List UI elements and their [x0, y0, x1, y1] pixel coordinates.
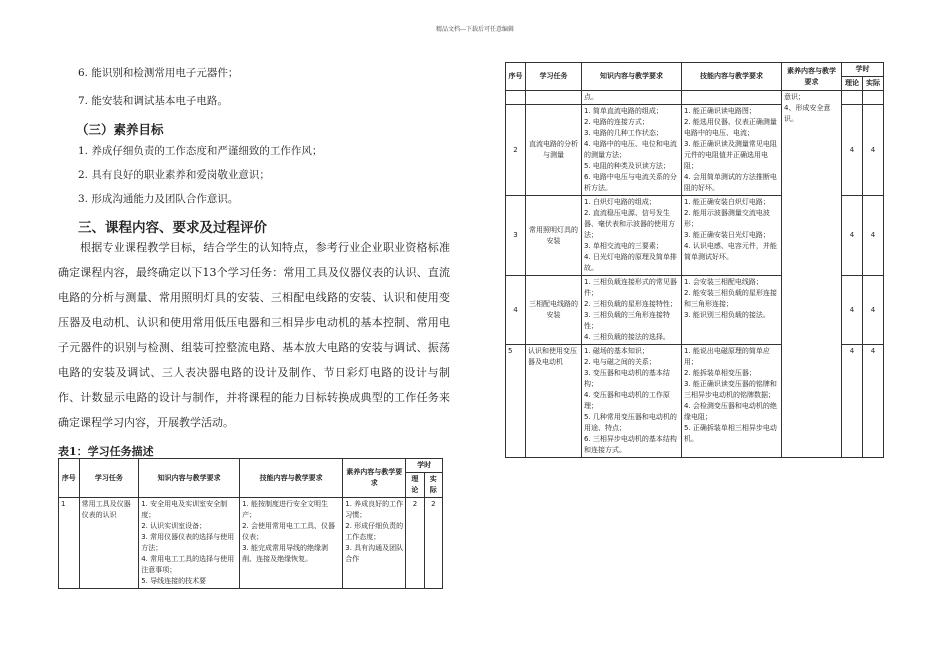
- header-theory: 理论: [406, 473, 424, 498]
- cell-seq: [506, 91, 526, 105]
- cell-seq: 3: [506, 196, 526, 276]
- header-literacy: 素养内容与教学要求: [343, 459, 406, 498]
- header-seq: 序号: [506, 63, 526, 91]
- cell-skill: 1. 能正确识读电路图； 2. 能选用仪器、仪表正确测量电路中的电压、电流； 3. 能正确识读及测量常见电阻元件的电阻值并正确选用电阻； 4. 会用简单测试的方法推断电阻的好坏。: [682, 105, 782, 196]
- header-hours: 学时: [842, 63, 884, 77]
- cell-knowledge: 点。: [582, 91, 682, 105]
- cell-task: 三相配电线路的安装: [526, 276, 582, 345]
- cell-knowledge: 1. 白炽灯电路的组成； 2. 直流稳压电源、信号发生器、毫伏表和示波器的使用方法； 3. 单相交流电的三要素； 4. 日光灯电路的原理及简单排故。: [582, 196, 682, 276]
- cell-skill: 1. 能说出电磁原理的简单应用； 2. 能拆装单相变压器； 3. 能正确识读变压器的铭牌和三相异步电动机的铭牌数据； 4. 会检测变压器和电动机的绝缘电阻； 5. 正确拆装单相三相异步电动机。: [682, 345, 782, 458]
- literacy-item-3: 3. 形成沟通能力及团队合作意识。: [78, 193, 239, 205]
- header-knowledge: 知识内容与教学要求: [139, 459, 240, 498]
- section-heading: 三、课程内容、要求及过程评价: [78, 220, 267, 236]
- cell-literacy: 意识； 4、形成安全意识。: [782, 91, 842, 458]
- task-table-left: [58, 458, 443, 589]
- cell-practice: 4: [863, 276, 884, 345]
- cell-seq: 2: [506, 105, 526, 196]
- header-task: 学习任务: [526, 63, 582, 91]
- cell-practice: 4: [863, 345, 884, 458]
- cell-skill: 1. 能按制度进行安全文明生产； 2. 会使用常用电工工具、仪器仪表； 3. 能完成常用导线的绝缘剥削、连接及绝缘恢复。: [240, 498, 343, 589]
- body-paragraph: 根据专业课程教学目标，结合学生的认知特点，参考行业企业职业资格标准确定课程内容，最终确定以下13个学习任务：常用工具及仪器仪表的认识、直流电路的分析与测量、常用照明灯具的安装、三相配电线路的安装、认识和使用变压器及电动机、认识和使用常用低压电器和三相异步电动机的基本控制、常用电子元器件的识别与检测、组装可控整流电路、基本放大电路的安装与调试、振荡电路的安装及调试、三人表决器电路的设计及制作、节日彩灯电路的设计与制作、计数显示电路的设计与制作，并将课程的能力目标转换成典型的工作任务来确定课程学习内容，开展教学活动。: [58, 241, 450, 429]
- cell-task: 常用照明灯具的安装: [526, 196, 582, 276]
- cell-practice: [863, 91, 884, 105]
- cell-theory: 2: [406, 498, 424, 589]
- cell-practice: 4: [863, 105, 884, 196]
- table-caption: 表1：学习任务描述: [58, 445, 154, 458]
- cell-skill: 1. 能正确安装白炽灯电路； 2. 能用示波器测量交流电波形； 3. 能正确安装日光灯电路； 4. 认识电感、电容元件，并能简单测试好坏。: [682, 196, 782, 276]
- header-skill: 技能内容与教学要求: [682, 63, 782, 91]
- cell-skill: [682, 91, 782, 105]
- cell-task: 直流电路的分析与测量: [526, 105, 582, 196]
- cell-seq: 5: [506, 345, 526, 458]
- header-theory: 理论: [842, 77, 863, 91]
- header-task: 学习任务: [79, 459, 139, 498]
- cell-knowledge: 1. 三相负载连接形式的常见器件； 2. 三相负载的星形连接特性； 3. 三相负载的三角形连接特性； 4. 三相负载的接法的选择。: [582, 276, 682, 345]
- literacy-item-2: 2. 具有良好的职业素养和爱岗敬业意识；: [78, 169, 270, 181]
- cell-literacy: 1. 养成良好的工作习惯； 2. 形成仔细负责的工作态度； 3. 具有沟通及团队合作: [343, 498, 406, 589]
- cell-task: 认识和使用变压器及电动机: [526, 345, 582, 458]
- cell-seq: 4: [506, 276, 526, 345]
- cell-theory: 4: [842, 196, 863, 276]
- cell-knowledge: 1. 简单直流电路的组成； 2. 电路的连接方式； 3. 电路的几种工作状态； 4. 电路中的电压、电位和电流的测量方法； 5. 电阻的种类及识读方法； 6. 电路中电压与电流关系的分析方法。: [582, 105, 682, 196]
- cell-theory: 4: [842, 345, 863, 458]
- header-practice: 实际: [863, 77, 884, 91]
- cell-knowledge: 1. 磁场的基本知识； 2. 电与磁之间的关系； 3. 变压器和电动机的基本结构； 4. 变压器和电动机的工作原理； 5. 几种常用变压器和电动机的用途、特点； 6. 三相异步电动机的基本结构和连接方式。: [582, 345, 682, 458]
- cell-practice: 2: [424, 498, 442, 589]
- header-hours: 学时: [406, 459, 443, 473]
- cell-theory: 4: [842, 276, 863, 345]
- literacy-item-1: 1. 养成仔细负责的工作态度和严谨细致的工作作风；: [78, 145, 323, 157]
- task-table-right: [505, 62, 884, 458]
- cell-theory: 4: [842, 105, 863, 196]
- page-header: 精品文档---下载后可任意编辑: [435, 26, 515, 33]
- cell-seq: 1: [59, 498, 80, 589]
- header-skill: 技能内容与教学要求: [240, 459, 343, 498]
- header-practice: 实际: [424, 473, 442, 498]
- cell-task: 常用工具及仪器仪表的认识: [79, 498, 139, 589]
- table-row: [59, 498, 443, 589]
- cell-theory: [842, 91, 863, 105]
- table-row-continued: [506, 91, 884, 105]
- cell-task: [526, 91, 582, 105]
- cell-skill: 1. 会安装三相配电线路； 2. 能安装三相负载的星形连接和三角形连接； 3. 能识别三相负载的接法。: [682, 276, 782, 345]
- header-knowledge: 知识内容与教学要求: [582, 63, 682, 91]
- literacy-heading: （三）素养目标: [76, 122, 164, 137]
- header-seq: 序号: [59, 459, 80, 498]
- header-literacy: 素养内容与教学要求: [782, 63, 842, 91]
- skill-item-7: 7. 能安装和调试基本电子电路。: [78, 95, 228, 107]
- skill-item-6: 6. 能识别和检测常用电子元器件；: [78, 67, 239, 79]
- cell-practice: 4: [863, 196, 884, 276]
- cell-knowledge: 1. 安全用电及实训室安全制度； 2. 认识实训室设备； 3. 常用仪器仪表的选择与使用方法； 4. 常用电工工具的选择与使用注意事项； 5. 导线连接的技术要: [139, 498, 240, 589]
